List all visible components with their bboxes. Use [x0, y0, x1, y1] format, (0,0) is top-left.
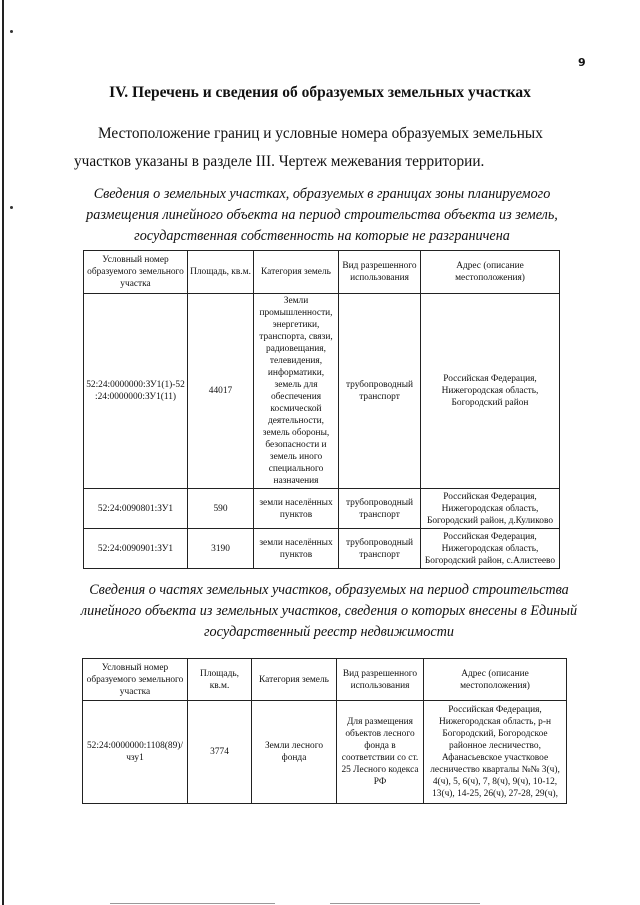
- cell-use: трубопроводный транспорт: [339, 294, 421, 489]
- header-category: Категория земель: [252, 659, 337, 701]
- cell-category: Земли промышленности, энергетики, транспорта, связи, радиовещания, телевидения, информатики, земель для обеспечения космической деятельности, земель обороны, безопасности и земель иного специального назначения: [254, 294, 339, 489]
- table1-caption: Сведения о земельных участках, образуемых в границах зоны планируемого размещения линейного объекта на период строительства объекта из земель, государственная собственность на которые не разграничена: [86, 186, 558, 244]
- table2: [82, 658, 567, 804]
- cell-category: земли населённых пунктов: [254, 489, 339, 529]
- table2-caption: Сведения о частях земельных участков, образуемых на период строительства линейного объекта из земельных участков, сведения о которых внесены в Единый государственный реестр недвижимости: [80, 582, 578, 640]
- scan-artifact-line: [110, 903, 275, 904]
- header-address: Адрес (описание местоположения): [424, 659, 567, 701]
- table-row: [83, 701, 567, 804]
- cell-address: Российская Федерация, Нижегородская область, р-н Богородский, Богородское районное лесничество, Афанасьевское участковое лесничество кварталы №№ 3(ч), 4(ч), 5, 6(ч), 7, 8(ч), 9(ч), 10-12, 13(ч), 14-25, 26(ч), 27-28, 29(ч),: [424, 701, 567, 804]
- section-heading: IV. Перечень и сведения об образуемых земельных участках: [109, 84, 531, 101]
- cell-use: Для размещения объектов лесного фонда в соответствии со ст. 25 Лесного кодекса РФ: [337, 701, 424, 804]
- cell-area: 3190: [188, 529, 254, 569]
- scan-speck: [10, 30, 13, 33]
- cell-id: 52:24:0090901:ЗУ1: [84, 529, 188, 569]
- header-use: Вид разрешенного использования: [339, 251, 421, 294]
- scan-speck: [10, 206, 13, 209]
- cell-address: Российская Федерация, Нижегородская область, Богородский район, д.Куликово: [421, 489, 560, 529]
- cell-area: 590: [188, 489, 254, 529]
- table-row: [84, 294, 560, 489]
- cell-area: 44017: [188, 294, 254, 489]
- scan-artifact-line: [330, 903, 480, 904]
- table2-header-row: [83, 659, 567, 701]
- cell-category: земли населённых пунктов: [254, 529, 339, 569]
- page-number: 9: [578, 56, 586, 69]
- header-use: Вид разрешенного использования: [337, 659, 424, 701]
- cell-id: 52:24:0090801:ЗУ1: [84, 489, 188, 529]
- cell-id: 52:24:0000000:ЗУ1(1)-52:24:0000000:ЗУ1(11): [84, 294, 188, 489]
- cell-address: Российская Федерация, Нижегородская область, Богородский район, с.Алистеево: [421, 529, 560, 569]
- table-row: [84, 489, 560, 529]
- cell-id: 52:24:0000000:1108(89)/чзу1: [83, 701, 188, 804]
- intro-paragraph: Местоположение границ и условные номера образуемых земельных участков указаны в разделе III. Чертеж межевания территории.: [74, 125, 543, 170]
- header-address: Адрес (описание местоположения): [421, 251, 560, 294]
- cell-category: Земли лесного фонда: [252, 701, 337, 804]
- scan-edge: [2, 0, 4, 905]
- header-area: Площадь, кв.м.: [188, 251, 254, 294]
- cell-use: трубопроводный транспорт: [339, 529, 421, 569]
- table1-header-row: [84, 251, 560, 294]
- header-id: Условный номер образуемого земельного участка: [84, 251, 188, 294]
- table1: [83, 250, 560, 569]
- header-area: Площадь, кв.м.: [188, 659, 252, 701]
- cell-use: трубопроводный транспорт: [339, 489, 421, 529]
- cell-area: 3774: [188, 701, 252, 804]
- header-id: Условный номер образуемого земельного участка: [83, 659, 188, 701]
- table-row: [84, 529, 560, 569]
- cell-address: Российская Федерация, Нижегородская область, Богородский район: [421, 294, 560, 489]
- header-category: Категория земель: [254, 251, 339, 294]
